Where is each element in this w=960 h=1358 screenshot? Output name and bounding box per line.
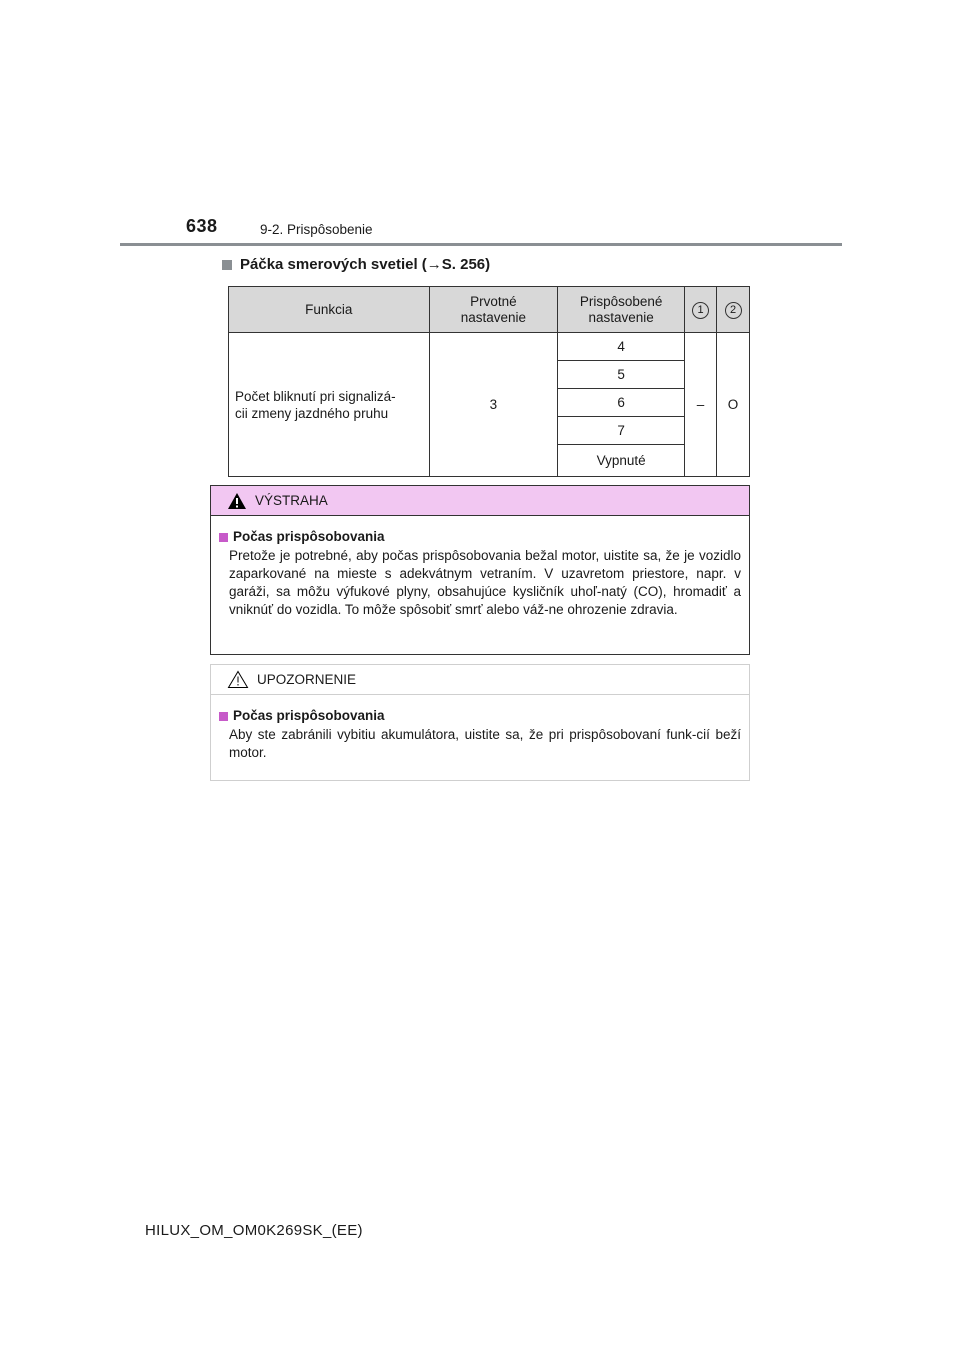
notice-label: UPOZORNENIE <box>257 672 357 687</box>
cell-option: 6 <box>558 389 685 417</box>
notice-text: Aby ste zabránili vybitiu akumulátora, uistite sa, že pri prispôsobovaní funk-cií beží motor. <box>229 727 741 760</box>
notice-header <box>211 665 749 695</box>
cell-function-line1: Počet bliknutí pri signalizá- <box>235 388 396 404</box>
cell-function-line2: cii zmeny jazdného pruhu <box>235 405 389 421</box>
header-default-line1: Prvotné <box>470 293 517 309</box>
cell-option: 5 <box>558 361 685 389</box>
header-rule <box>120 243 842 246</box>
circled-1-icon: 1 <box>692 302 709 319</box>
cell-col1: – <box>685 333 717 477</box>
cell-option: 4 <box>558 333 685 361</box>
warning-triangle-icon <box>227 492 247 510</box>
cell-function <box>229 333 430 477</box>
square-bullet-icon <box>219 533 228 542</box>
square-bullet-icon <box>222 260 232 270</box>
section-title: 9-2. Prispôsobenie <box>260 222 373 237</box>
cell-default: 3 <box>429 333 558 477</box>
warning-header <box>211 486 749 516</box>
notice-title <box>219 707 741 725</box>
table-row <box>229 333 750 361</box>
warning-text: Pretože je potrebné, aby počas prispôsobovania bežal motor, uistite sa, že je vozidlo zaparkované na mieste s adekvátnym vetraním. V uzavretom priestore, napr. v garáži, sa môžu výfukové plyny, obsahujúce kysličník uhoľ-natý (CO), hromadiť a vniknúť do vozidla. To môže spôsobiť smrť alebo váž-ne ohrozenie zdravia. <box>229 548 741 617</box>
square-bullet-icon <box>219 712 228 721</box>
warning-body <box>211 516 749 619</box>
notice-box <box>210 664 750 781</box>
header-col1 <box>685 287 717 333</box>
warning-title-text: Počas prispôsobovania <box>233 529 385 544</box>
sub-heading-text: Páčka smerových svetiel (→S. 256) <box>240 256 491 273</box>
header-custom-line1: Prispôsobené <box>579 293 663 309</box>
caution-triangle-icon <box>227 670 249 689</box>
cell-col2: O <box>717 333 750 477</box>
notice-body <box>211 695 749 762</box>
table-header-row <box>229 287 750 333</box>
notice-title-text: Počas prispôsobovania <box>233 708 385 723</box>
footer-code: HILUX_OM_OM0K269SK_(EE) <box>145 1222 363 1239</box>
header-default-line2: nastavenie <box>460 309 527 325</box>
cell-option: 7 <box>558 417 685 445</box>
header-default <box>429 287 558 333</box>
warning-label: VÝSTRAHA <box>255 493 328 508</box>
customization-table <box>228 286 750 477</box>
header-function: Funkcia <box>229 287 430 333</box>
sub-heading <box>222 256 490 273</box>
warning-title <box>219 528 741 546</box>
header-col2 <box>717 287 750 333</box>
header-custom <box>558 287 685 333</box>
cell-option: Vypnuté <box>558 445 685 477</box>
warning-box <box>210 485 750 655</box>
circled-2-icon: 2 <box>725 302 742 319</box>
header-custom-line2: nastavenie <box>588 309 654 325</box>
page-number: 638 <box>186 216 218 236</box>
